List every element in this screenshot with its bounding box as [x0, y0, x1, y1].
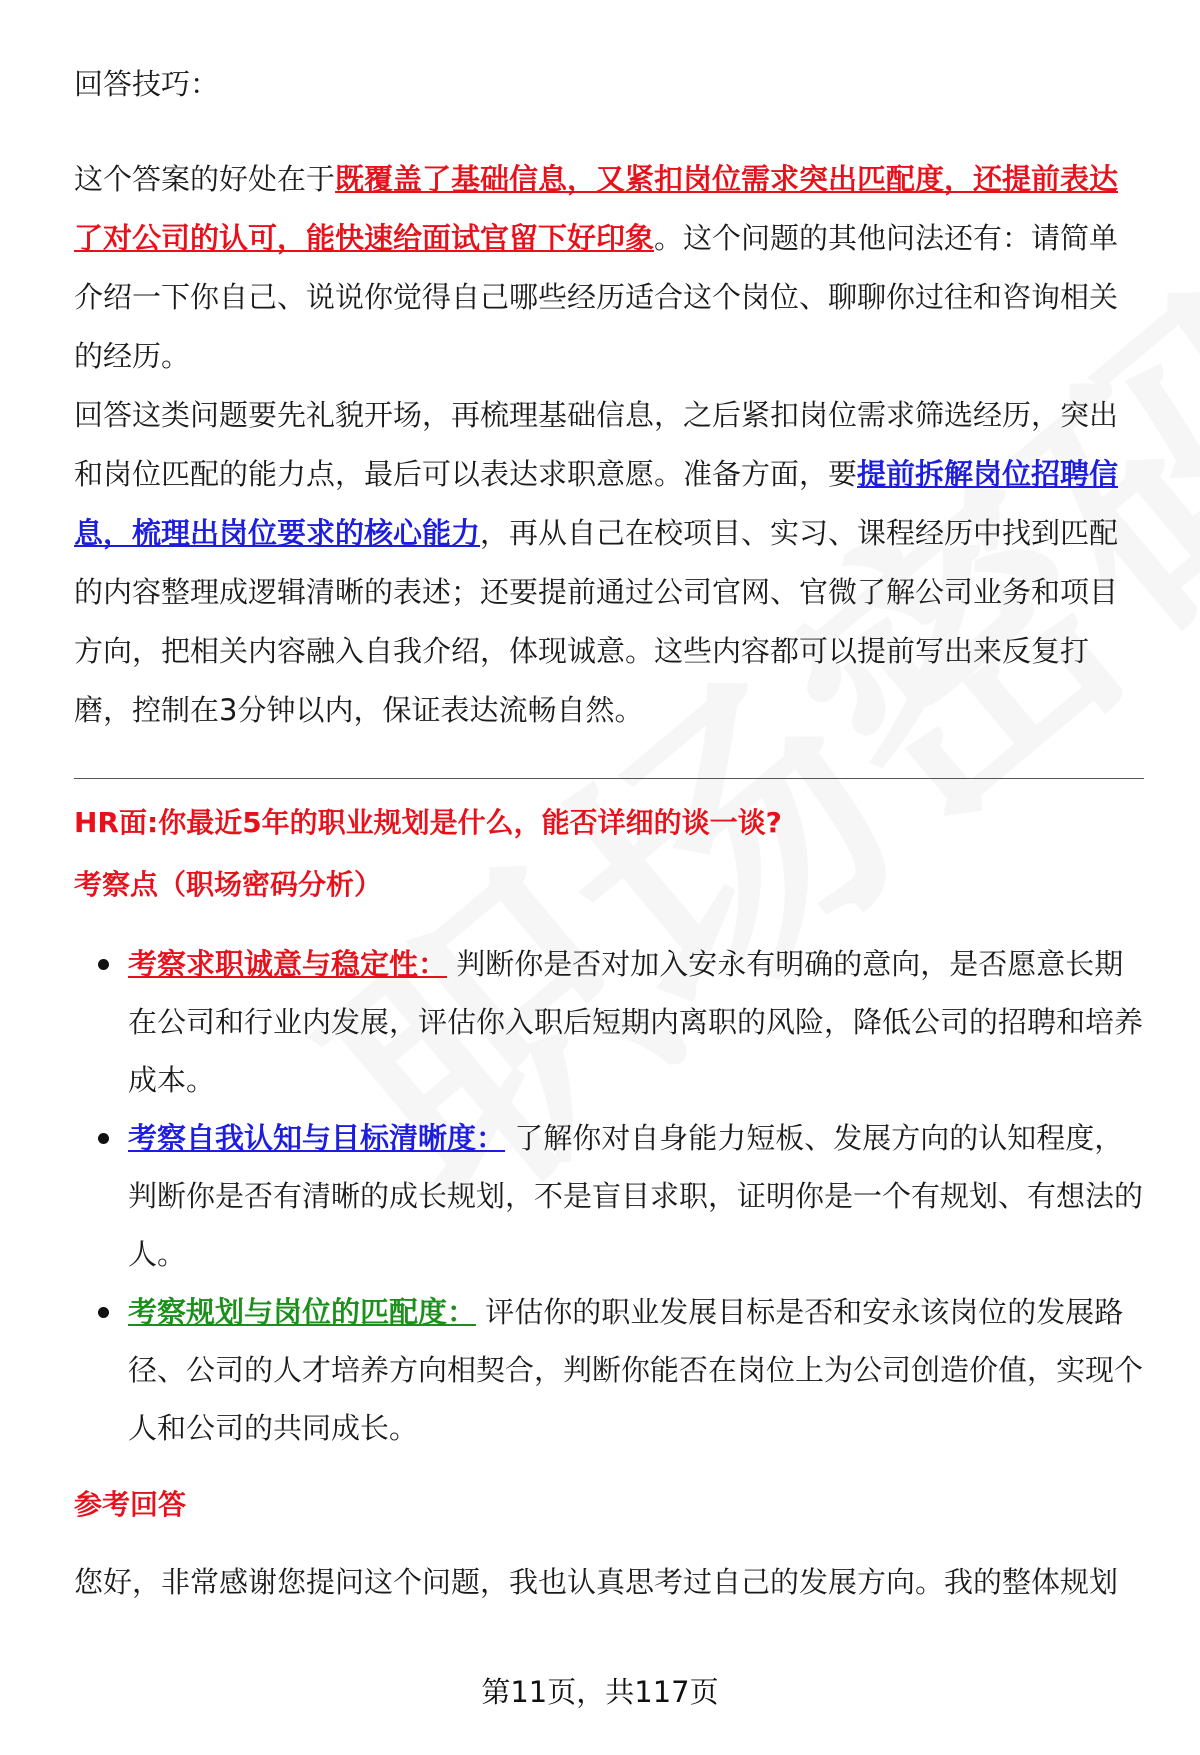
list-item: [128, 1283, 1144, 1457]
bullet-dot-icon: [98, 1133, 109, 1144]
answer-tips-paragraph-1: [74, 150, 1144, 386]
bullet-text: 判断你是否对加入安永有明确的意向，是否愿意长期在公司和行业内发展，评估你入职后短期内离职的风险，降低公司的招聘和培养成本。: [128, 947, 1144, 1097]
answer-tips-paragraph-2: [74, 386, 1144, 740]
reference-heading: 参考回答: [74, 1488, 187, 1521]
bullet-label: 考察规划与岗位的匹配度：: [128, 1295, 477, 1329]
list-item: [128, 1109, 1144, 1283]
list-item: [128, 935, 1144, 1109]
bullet-dot-icon: [98, 1307, 109, 1318]
text-run: 这个答案的好处在于: [74, 162, 336, 196]
reference-answer-text: 您好，非常感谢您提问这个问题，我也认真思考过自己的发展方向。我的整体规划: [74, 1565, 1119, 1599]
inspect-points-list: [74, 935, 1144, 1457]
bullet-label: 考察求职诚意与稳定性：: [128, 947, 448, 981]
bullet-dot-icon: [98, 959, 109, 970]
section-divider: [74, 778, 1144, 779]
text-run: ，再从自己在校项目、实习、课程经历中找到匹配的内容整理成逻辑清晰的表述；还要提前通过公司官网、官微了解公司业务和项目方向，把相关内容融入自我介绍，体现诚意。这些内容都可以提前写出来反复打磨，控制在3分钟以内，保证表达流畅自然。: [74, 516, 1119, 727]
bullet-text: 了解你对自身能力短板、发展方向的认知程度，判断你是否有清晰的成长规划，不是盲目求职，证明你是一个有规划、有想法的人。: [128, 1121, 1144, 1271]
bullet-label: 考察自我认知与目标清晰度：: [128, 1121, 506, 1155]
text-run: 。这个问题的其他问法还有：请简单介绍一下你自己、说说你觉得自己哪些经历适合这个岗位、聊聊你过往和咨询相关的经历。: [74, 221, 1119, 373]
inspect-heading: 考察点（职场密码分析）: [74, 868, 383, 901]
highlight-red: 既覆盖了基础信息，又紧扣岗位需求突出匹配度，还提前表达了对公司的认可，能快速给面试官留下好印象: [74, 162, 1119, 255]
page-content: [74, 64, 1144, 1612]
bullet-text: 评估你的职业发展目标是否和安永该岗位的发展路径、公司的人才培养方向相契合，判断你能否在岗位上为公司创造价值，实现个人和公司的共同成长。: [128, 1295, 1144, 1445]
highlight-blue: 提前拆解岗位招聘信息，梳理出岗位要求的核心能力: [74, 457, 1119, 550]
page-number: 第11页，共117页: [481, 1675, 719, 1709]
text-run: 回答这类问题要先礼貌开场，再梳理基础信息，之后紧扣岗位需求筛选经历，突出和岗位匹配的能力点，最后可以表达求职意愿。准备方面，要: [74, 398, 1119, 491]
question-title: HR面:你最近5年的职业规划是什么，能否详细的谈一谈?: [74, 806, 782, 839]
answer-tips-label: 回答技巧：: [74, 67, 220, 101]
